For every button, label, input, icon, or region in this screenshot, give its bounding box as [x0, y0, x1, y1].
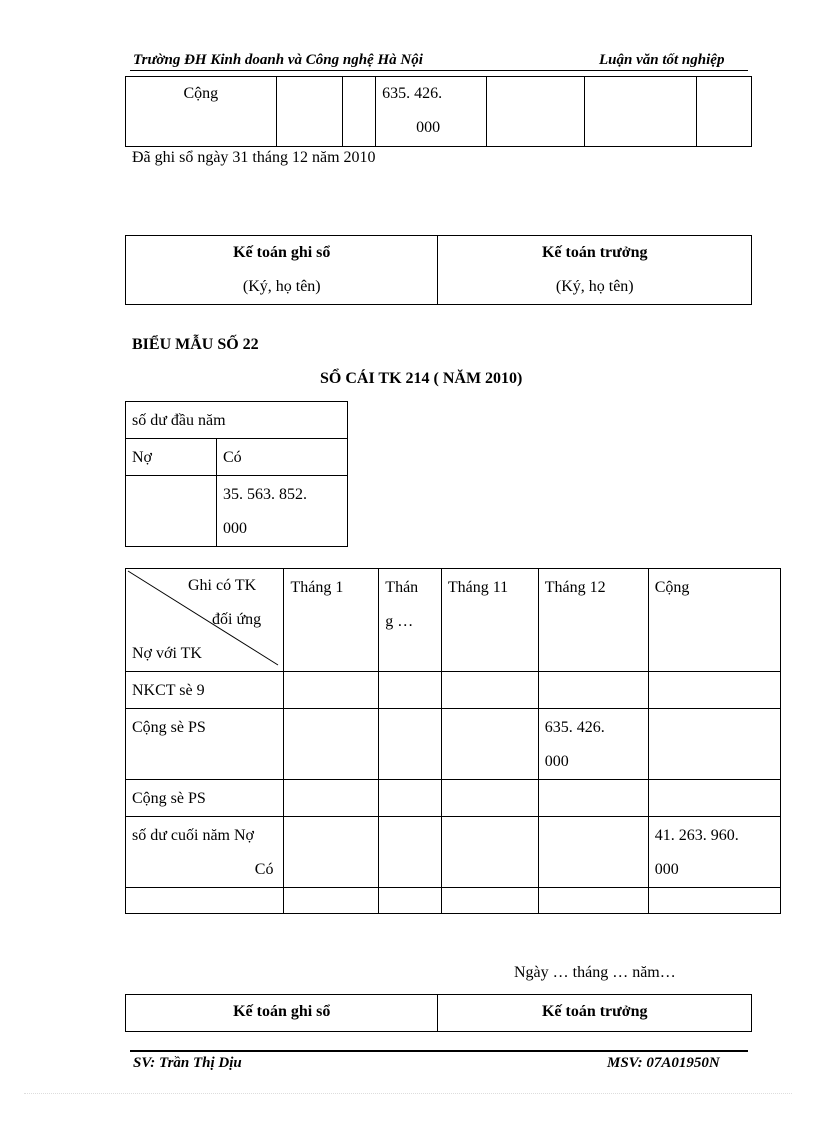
opening-debit-label: Nợ	[126, 439, 217, 476]
header-doc-type: Luận văn tốt nghiệp	[599, 52, 725, 68]
ledger-title: SỔ CÁI TK 214 ( NĂM 2010)	[320, 370, 523, 387]
footer-divider	[130, 1050, 748, 1052]
header-school: Trường ĐH Kinh doanh và Công nghệ Hà Nội	[133, 52, 423, 68]
corner-middle: đối ứng	[212, 611, 262, 628]
row-nkct-label: NKCT sè 9	[126, 672, 284, 709]
ledger-table	[125, 568, 781, 914]
header-divider	[130, 70, 748, 71]
col-month-ellipsis: Thán g …	[379, 569, 442, 672]
signature-table	[125, 235, 752, 305]
row-ps1-month12: 635. 426. 000	[538, 709, 648, 780]
footer-student: SV: Trần Thị Dịu	[133, 1055, 242, 1071]
signature-table-2	[125, 994, 752, 1032]
row-closing-total: 41. 263. 960. 000	[648, 817, 780, 888]
row-ps1-label: Cộng sè PS	[126, 709, 284, 780]
opening-balance-table	[125, 401, 348, 547]
row-closing-label: số dư cuối năm Nợ Có	[126, 817, 284, 888]
total-label: Cộng	[126, 77, 277, 147]
ledger-corner-cell	[126, 569, 284, 672]
signature-accountant: Kế toán ghi sổ (Ký, họ tên)	[126, 236, 438, 305]
footer-student-id: MSV: 07A01950N	[607, 1055, 720, 1071]
signature2-accountant: Kế toán ghi sổ	[126, 995, 438, 1032]
corner-top: Ghi có TK	[188, 577, 257, 594]
signature2-chief-accountant: Kế toán trưởng	[438, 995, 752, 1032]
total-value: 635. 426. 000	[376, 77, 487, 147]
date-line: Ngày … tháng … năm…	[514, 964, 676, 981]
opening-balance-title: số dư đầu năm	[126, 402, 348, 439]
col-month-11: Tháng 11	[441, 569, 538, 672]
corner-bottom: Nợ với TK	[132, 645, 202, 662]
recorded-note: Đã ghi sổ ngày 31 tháng 12 năm 2010	[132, 149, 376, 166]
page-bottom-edge	[24, 1093, 792, 1094]
col-month-1: Tháng 1	[284, 569, 379, 672]
opening-credit-value: 35. 563. 852. 000	[217, 476, 348, 547]
col-month-12: Tháng 12	[538, 569, 648, 672]
opening-credit-label: Có	[217, 439, 348, 476]
signature-chief-accountant: Kế toán trưởng (Ký, họ tên)	[438, 236, 752, 305]
top-total-table	[125, 76, 752, 147]
form-label: BIỂU MẪU SỐ 22	[132, 336, 259, 353]
row-ps2-label: Cộng sè PS	[126, 780, 284, 817]
col-total: Cộng	[648, 569, 780, 672]
